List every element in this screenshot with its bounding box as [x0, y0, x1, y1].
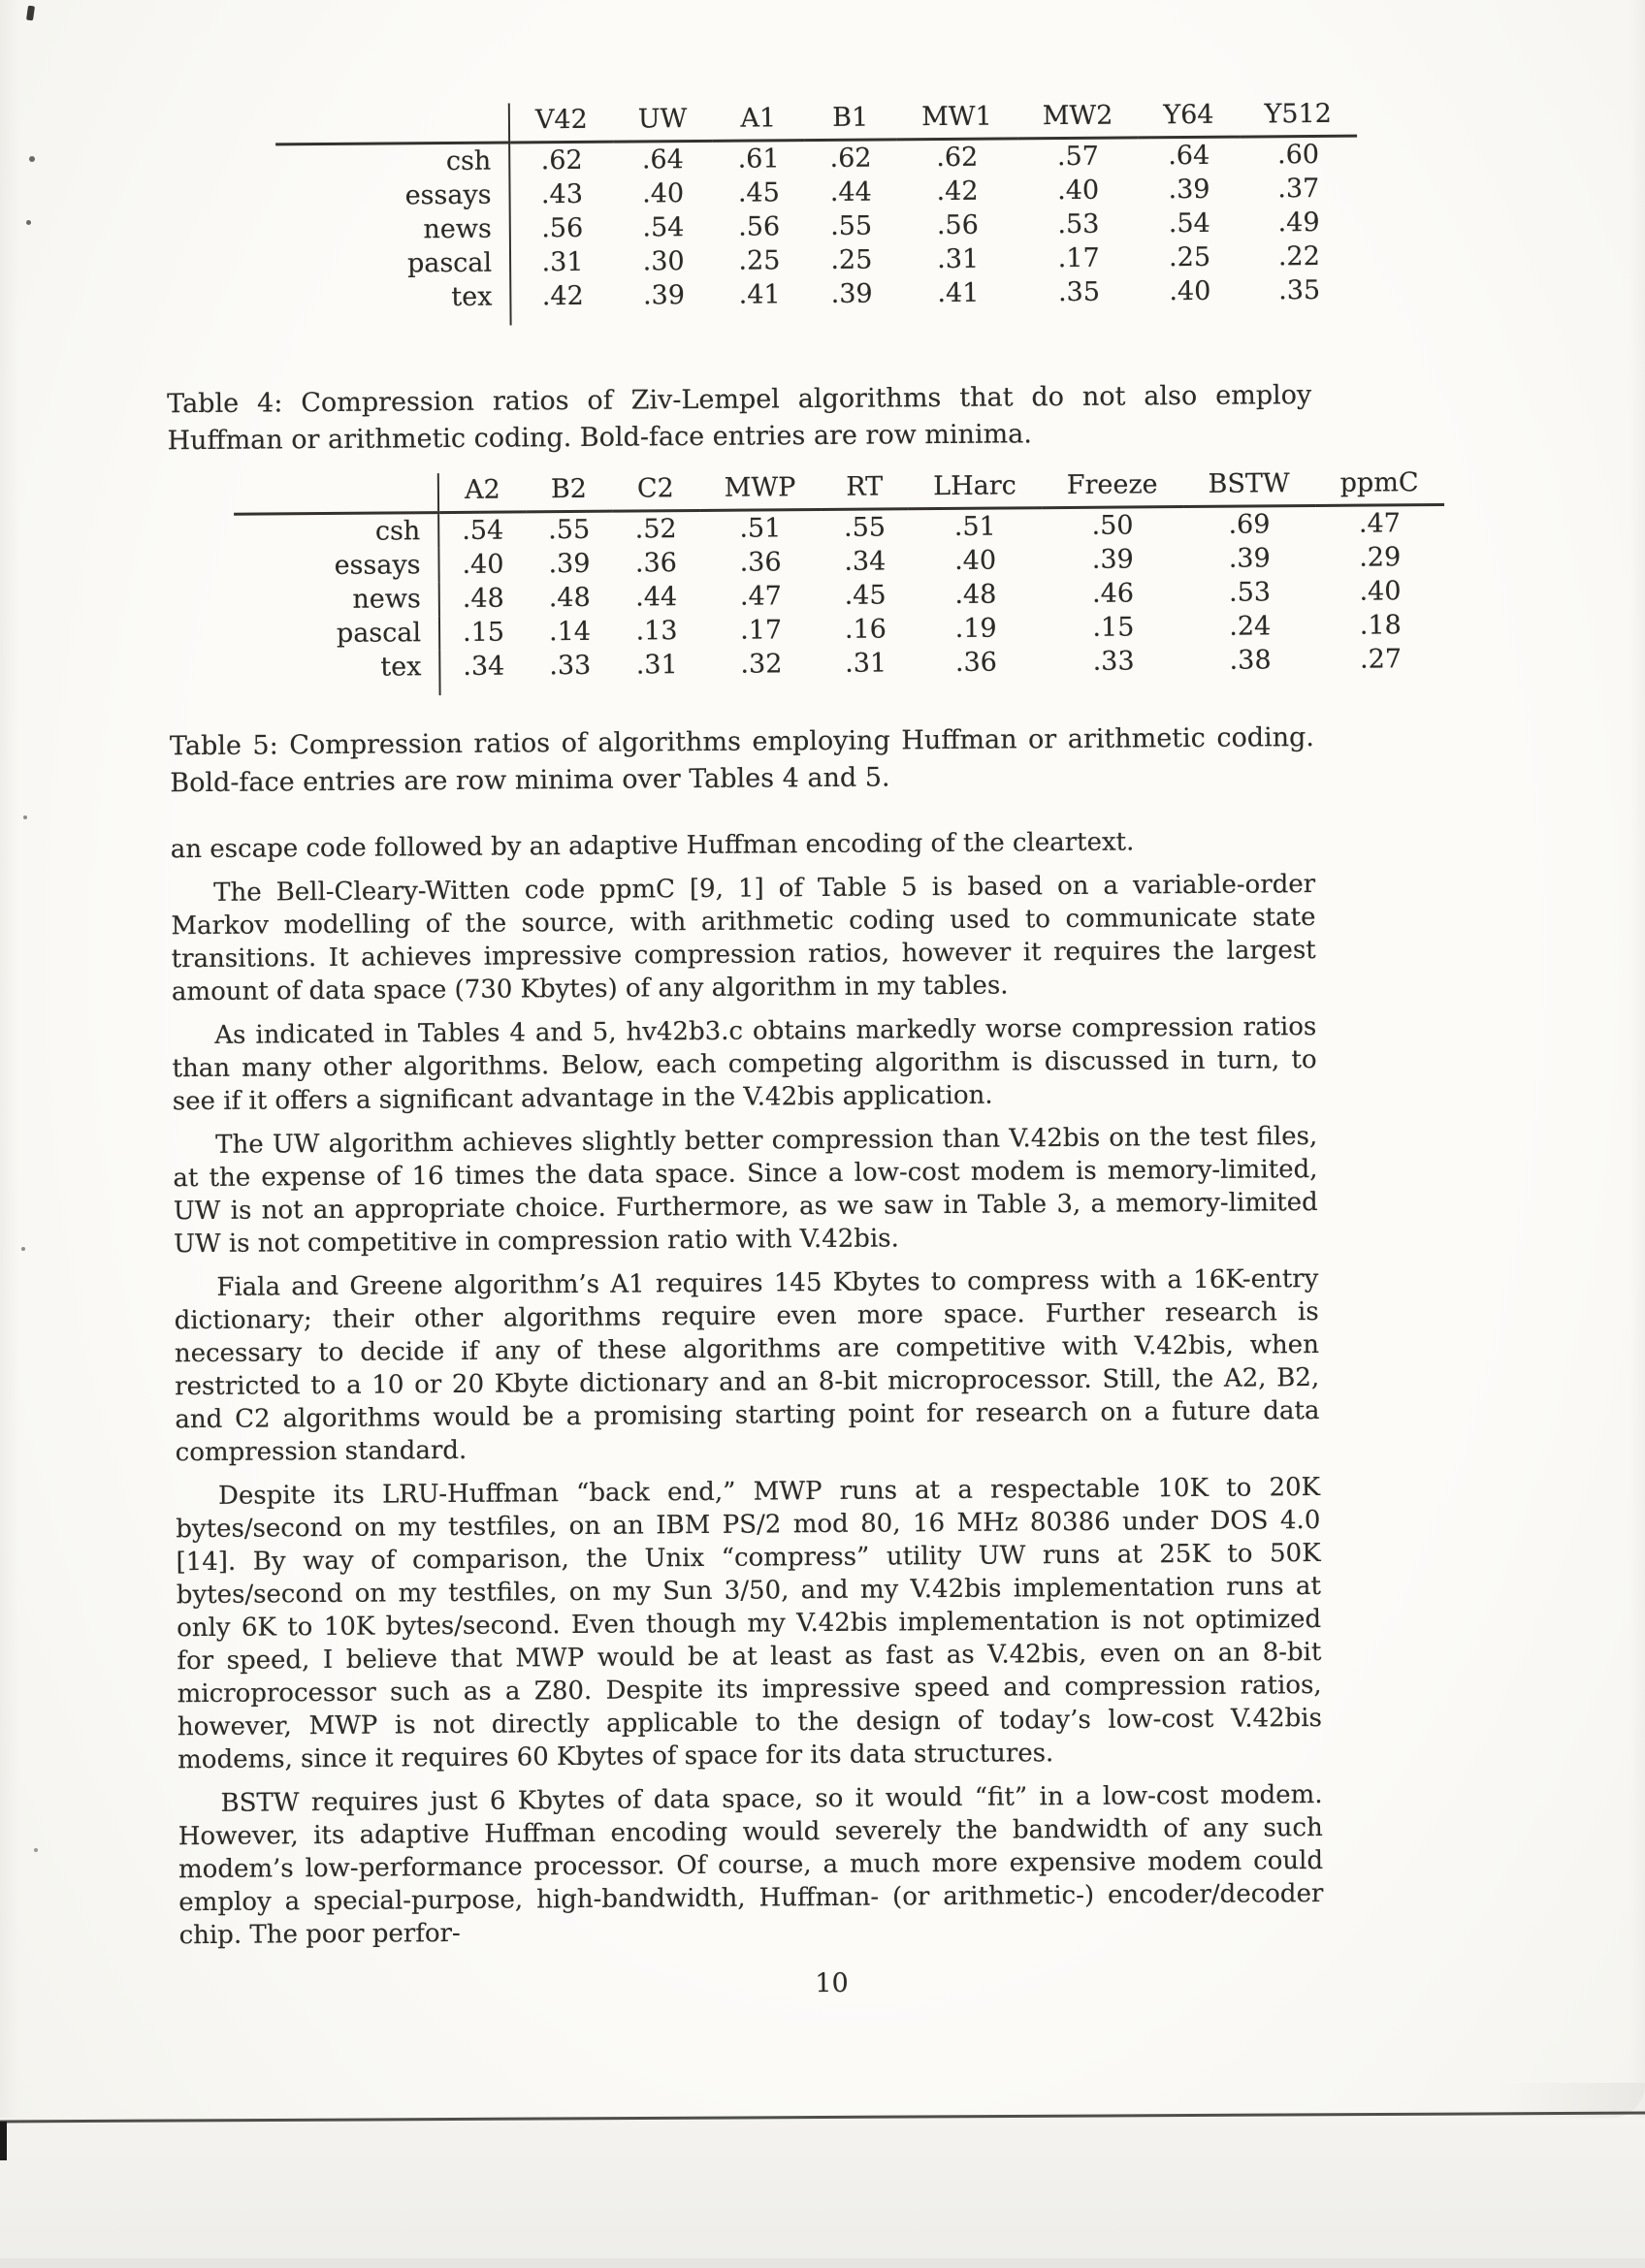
cell-value: .39	[548, 548, 591, 580]
cell-value: .40	[1169, 275, 1211, 307]
cell-value: .60	[1276, 139, 1320, 171]
column-header: MW2	[1017, 98, 1139, 138]
column-header: BSTW	[1182, 466, 1314, 507]
row-label: tex	[276, 280, 510, 328]
cell-value: .54	[462, 515, 504, 546]
column-header: MWP	[699, 470, 822, 510]
row-label: essays	[234, 548, 438, 584]
cell-value: .47	[739, 581, 783, 612]
cell-value: .31	[635, 650, 678, 681]
scan-speck	[23, 815, 27, 819]
cell-value: .53	[1228, 577, 1272, 608]
cell-value: .64	[641, 144, 684, 176]
scan-bottom-area	[0, 2118, 1645, 2268]
scan-speck	[34, 1848, 38, 1852]
cell-value: .22	[1277, 240, 1320, 272]
cell-value: .15	[462, 617, 505, 648]
cell-value: .38	[1229, 645, 1272, 676]
cell-value: .31	[541, 246, 584, 278]
row-label: csh	[234, 513, 438, 550]
cell-value: .15	[1092, 612, 1135, 643]
cell-value: .54	[1168, 208, 1210, 240]
cell-value: .44	[829, 176, 872, 208]
cell-value: .39	[1168, 174, 1210, 206]
cell-value: .56	[541, 212, 584, 244]
cell-value: .39	[1228, 543, 1271, 574]
column-header: LHarc	[908, 468, 1042, 509]
table-row	[276, 273, 1358, 328]
cell-value: .35	[1278, 274, 1321, 306]
column-header: Y512	[1239, 97, 1357, 137]
cell-value: .45	[844, 580, 887, 611]
table-5	[234, 465, 1445, 697]
cell-value: .47	[1358, 508, 1402, 539]
column-header: C2	[612, 471, 699, 511]
cell-value: .18	[1359, 610, 1402, 641]
paragraph: an escape code followed by an adaptive Huffman encoding of the cleartext.	[170, 827, 1135, 865]
column-header: Y64	[1138, 98, 1240, 138]
cell-value: .34	[463, 651, 505, 682]
row-label: news	[235, 582, 439, 618]
paragraph: BSTW requires just 6 Kbytes of data space, so it would “fit” in a low-cost modem. However, its adaptive Huffman encoding would severely the bandwidth of any such modem’s low-performance processor. Of course, a much more expensive modem could employ a special-purpose, high-bandwidth, Huffman- (or arithmetic-) encoder/decoder chip. The poor perfor-	[177, 1779, 1324, 1951]
cell-value: .49	[1277, 207, 1320, 239]
cell-value: .31	[937, 243, 980, 275]
cell-value: .62	[829, 143, 872, 174]
body-text	[171, 824, 1324, 1952]
table5-container	[234, 463, 1642, 696]
cell-value: .36	[634, 548, 678, 579]
table-4	[275, 97, 1359, 328]
cell-value: .53	[1057, 208, 1100, 240]
cell-value: .17	[740, 615, 783, 646]
cell-value: .33	[549, 650, 592, 682]
cell-value: .48	[954, 579, 997, 610]
cell-value: .33	[1092, 646, 1135, 677]
scan-speck	[21, 1247, 25, 1251]
cell-value: .34	[844, 546, 887, 577]
cell-value: .25	[738, 245, 781, 276]
cell-value: .13	[635, 616, 678, 647]
column-header: V42	[509, 103, 613, 143]
cell-value: .48	[548, 582, 591, 614]
cell-value: .54	[642, 212, 685, 243]
corner-cell	[275, 104, 509, 144]
cell-value: .40	[462, 549, 504, 580]
row-label: pascal	[235, 616, 439, 652]
column-header: MW1	[896, 99, 1017, 139]
paragraph: Fiala and Greene algorithm’s A1 requires 145 Kbytes to compress with a 16K-entry dictionary; their other algorithms require even more space. Further research is necessary to decide if any of these algorithms are competitive with V.42bis, when restricted to a 10 or 20 Kbyte dictionary and an 8-bit microprocessor. Still, the A2, B2, and C2 algorithms would be a promising starting point for research on a future data compression standard.	[174, 1263, 1320, 1468]
cell-value: .61	[737, 144, 780, 175]
cell-value: .14	[548, 616, 592, 648]
cell-value: .36	[954, 647, 998, 678]
paragraph: The UW algorithm achieves slightly better compression than V.42bis on the test files, at the expense of 16 times the data space. Since a low-cost modem is memory-limited, UW is not an appropriate choice. Furthermore, as we saw in Table 3, a memory-limited UW is not competitive in compression ratio with V.42bis.	[173, 1121, 1318, 1260]
table4-container	[275, 94, 1639, 327]
cell-value: .17	[1057, 242, 1100, 274]
column-header: B1	[804, 100, 896, 140]
cell-value: .57	[1056, 141, 1099, 173]
cell-value: .56	[936, 209, 979, 241]
cell-value: .30	[642, 246, 685, 277]
row-label: news	[276, 212, 510, 248]
cell-value: .51	[739, 513, 782, 544]
cell-value: .19	[954, 613, 997, 644]
cell-value: .40	[954, 545, 997, 576]
table5-caption: Table 5: Compression ratios of algorithms employing Huffman or arithmetic coding. Bold-face entries are row minima over Tables 4 and 5.	[169, 722, 1315, 799]
cell-value: .25	[1168, 241, 1211, 273]
cell-value: .36	[739, 547, 782, 578]
cell-value: .50	[1091, 510, 1134, 541]
paragraph: As indicated in Tables 4 and 5, hv42b3.c obtains markedly worse compression ratios than many other algorithms. Below, each competing algorithm is discussed in turn, to see if it offers a significant advantage in the V.42bis application.	[172, 1011, 1317, 1117]
cell-value: .44	[635, 582, 678, 613]
scan-speck	[26, 220, 31, 225]
cell-value: .40	[1057, 175, 1100, 207]
column-header: B2	[526, 472, 612, 512]
cell-value: .40	[642, 178, 685, 209]
cell-value: .31	[845, 648, 887, 679]
corner-cell	[234, 473, 438, 514]
column-header: Freeze	[1042, 467, 1183, 508]
cell-value: .25	[830, 244, 873, 275]
scan-speck	[29, 156, 35, 162]
page-number-row	[179, 1965, 1324, 2003]
cell-value: .16	[844, 614, 887, 645]
cell-value: .64	[1168, 140, 1210, 172]
cell-value: .41	[738, 279, 781, 310]
cell-value: .62	[936, 142, 979, 174]
table4-caption: Table 4: Compression ratios of Ziv-Lempel algorithms that do not also employ Huffman or arithmetic coding. Bold-face entries are row minima.	[167, 380, 1312, 457]
row-label: tex	[235, 650, 439, 697]
cell-value: .39	[1091, 544, 1134, 575]
cell-value: .39	[642, 280, 686, 311]
row-label: csh	[275, 143, 509, 179]
cell-value: .46	[1091, 578, 1135, 609]
page-number: 10	[815, 1967, 849, 1999]
cell-value: .24	[1229, 611, 1272, 642]
paragraph: Despite its LRU-Huffman “back end,” MWP runs at a respectable 10K to 20K bytes/second on my testfiles, on an IBM PS/2 mod 80, 16 MHz 80386 under DOS 4.0 [14]. By way of comparison, the Unix “compress” utility UW runs at 25K to 50K bytes/second on my testfiles, on my Sun 3/50, and my V.42bis implementation runs at only 6K to 10K bytes/second. Even though my V.42bis implementation is not optimized for speed, I believe that MWP would be at least as fast as V.42bis, even on an 8-bit microprocessor such as a Z80. Despite its impressive speed and compression ratios, however, MWP is not directly applicable to the design of today’s low-cost V.42bis modems, since it requires 60 Kbytes of space for its data structures.	[176, 1472, 1323, 1775]
paragraph: The Bell-Cleary-Witten code ppmC [9, 1] of Table 5 is based on a variable-order Markov modelling of the source, with arithmetic coding used to communicate state transitions. It achieves impressive compression ratios, however it requires the largest amount of data space (730 Kbytes) of any algorithm in my tables.	[171, 870, 1316, 1007]
cell-value: .48	[462, 583, 504, 614]
scan-artifact-nub	[0, 2122, 7, 2160]
row-label: essays	[275, 178, 509, 214]
scan-bottom-strip	[0, 2258, 1645, 2268]
row-label: pascal	[276, 246, 510, 282]
cell-value: .55	[830, 210, 873, 241]
table-row	[235, 642, 1445, 697]
cell-value: .69	[1228, 509, 1271, 540]
cell-value: .43	[540, 178, 584, 210]
cell-value: .29	[1359, 542, 1402, 573]
cell-value: .55	[843, 512, 887, 543]
cell-value: .42	[936, 176, 979, 208]
cell-value: .27	[1359, 644, 1403, 675]
column-header: ppmC	[1315, 465, 1444, 506]
cell-value: .39	[830, 278, 873, 309]
cell-value: .40	[1359, 576, 1402, 607]
cell-value: .52	[634, 514, 677, 545]
column-header: A1	[712, 101, 804, 141]
cell-value: .35	[1057, 276, 1101, 308]
cell-value: .51	[953, 511, 996, 542]
column-header: UW	[613, 102, 713, 142]
column-header: A2	[438, 472, 526, 512]
cell-value: .55	[548, 514, 591, 546]
cell-value: .37	[1277, 173, 1320, 205]
cell-value: .45	[737, 177, 780, 208]
cell-value: .41	[937, 277, 980, 309]
cell-value: .42	[541, 280, 584, 312]
cell-value: .62	[540, 144, 583, 176]
cell-value: .56	[738, 211, 781, 242]
column-header: RT	[821, 469, 908, 509]
cell-value: .32	[740, 649, 783, 680]
